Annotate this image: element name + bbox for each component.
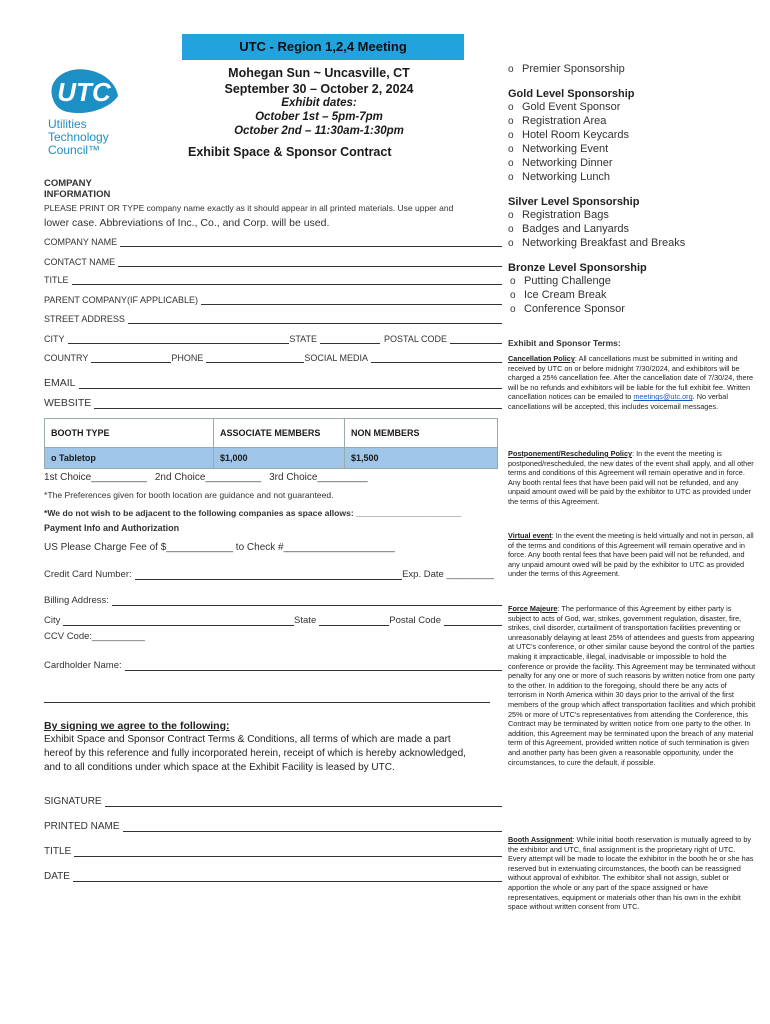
booth-assignment-policy bbox=[508, 835, 756, 912]
agreement-heading: By signing we agree to the following: bbox=[44, 720, 230, 732]
bronze-heading: Bronze Level Sponsorship bbox=[508, 262, 647, 274]
street-address-field[interactable] bbox=[44, 310, 502, 324]
agreement-text bbox=[44, 733, 504, 775]
checkbox-bullet[interactable]: o bbox=[508, 238, 514, 249]
booth-choices[interactable] bbox=[44, 472, 368, 483]
second-choice[interactable]: 2nd Choice__________ bbox=[154, 472, 262, 483]
country-label: COUNTRY bbox=[44, 353, 89, 363]
svg-text:Utilities: Utilities bbox=[48, 117, 87, 131]
meeting-banner: UTC - Region 1,2,4 Meeting bbox=[182, 34, 464, 60]
phone-label: PHONE bbox=[171, 353, 204, 363]
checkbox-bullet[interactable]: o bbox=[508, 158, 514, 169]
first-choice[interactable]: 1st Choice__________ bbox=[44, 472, 147, 483]
gold-heading: Gold Level Sponsorship bbox=[508, 88, 635, 100]
virtual-event-body: : In the event the meeting is held virtually and not in person, all of the terms and conditions of this Agreement will remain operative and in force. Any booth rental fees that have been paid will not be refunded, and any unpaid amount owed will be paid by the exhibitor to UTC as provided under the terms of this Agreement. bbox=[508, 531, 754, 579]
booth-table bbox=[44, 418, 498, 469]
venue: Mohegan Sun ~ Uncasville, CT bbox=[228, 66, 410, 80]
email-label: EMAIL bbox=[44, 377, 76, 389]
signature-label: SIGNATURE bbox=[44, 796, 102, 807]
silver-label: Badges and Lanyards bbox=[522, 223, 630, 235]
gold-option[interactable] bbox=[508, 114, 756, 128]
non-members-header: NON MEMBERS bbox=[351, 428, 420, 438]
social-media-label: SOCIAL MEDIA bbox=[304, 353, 369, 363]
force-majeure-title: Force Majeure bbox=[508, 604, 558, 613]
website-label: WEBSITE bbox=[44, 397, 92, 409]
checkbox-bullet[interactable]: o bbox=[508, 116, 514, 127]
street-address-label: STREET ADDRESS bbox=[44, 314, 125, 324]
website-field[interactable] bbox=[44, 395, 502, 409]
instructions-line1: PLEASE PRINT OR TYPE company name exactly as it should appear in all printed materials. Use upper and bbox=[44, 203, 454, 213]
checkbox-bullet[interactable]: o bbox=[510, 304, 516, 315]
gold-label: Networking Lunch bbox=[522, 171, 611, 183]
date-label: DATE bbox=[44, 871, 70, 882]
gold-label: Gold Event Sponsor bbox=[522, 101, 621, 113]
sponsorship-panel bbox=[508, 62, 756, 316]
booth-assignment-body: : While initial booth reservation is mutually agreed to by the exhibitor and UTC, final assignment is the proprietary right of UTC. Every attempt will be made to locate the exhibitor in the booth he or she has reserved but in extenuating circumstances, the booth can be reassigned without approval of exhibitor. The exhibitor shall not assign, sublet or apportion the whole or any part of the space assigned or have representatives, equipment or materials other than his own in the exhibit space without written consent from UTC. bbox=[508, 835, 754, 912]
billing-city-label: City bbox=[44, 615, 61, 626]
checkbox-bullet[interactable]: o bbox=[510, 290, 516, 301]
gold-label: Hotel Room Keycards bbox=[522, 129, 629, 141]
agreement-line2: hereof by this reference and fully incorporated herein, receipt of which is hereby acknowledged, bbox=[44, 748, 466, 759]
silver-heading: Silver Level Sponsorship bbox=[508, 196, 640, 208]
gold-option[interactable] bbox=[508, 156, 756, 170]
contract-title: Exhibit Space & Sponsor Contract bbox=[188, 145, 392, 159]
signer-title-label: TITLE bbox=[44, 846, 72, 857]
silver-option[interactable] bbox=[508, 236, 756, 250]
silver-option[interactable] bbox=[508, 222, 756, 236]
booth-assignment-title: Booth Assignment bbox=[508, 835, 573, 844]
title-label: TITLE bbox=[44, 275, 69, 285]
checkbox-bullet[interactable]: o bbox=[508, 224, 514, 235]
payment-heading: Payment Info and Authorization bbox=[44, 523, 180, 533]
cancellation-tail: . No verbal cancellations will be accepted, this includes voicemail messages. bbox=[508, 392, 728, 411]
postponement-policy bbox=[508, 449, 756, 507]
silver-label: Networking Breakfast and Breaks bbox=[522, 237, 686, 249]
checkbox-bullet[interactable]: o bbox=[508, 144, 514, 155]
force-majeure-body: : The performance of this Agreement by either party is subject to acts of God, war, strikes, government regulation, disaster, fire, strikes, civil disorder, curtailment of transportation facilities preventing or unreasonably delaying at least 25% of attendees and guests from appearing at UTC's conference, or other similar cause beyond the control of the parties making it impracticable, illegal, inadvisable or impossible to hold the conference or provide the facility. This Agreement may be terminated without penalty for any one or more of such reasons by written notice from one party to the other. In addition to the foregoing, should there be any acts of terrorism in North America within 30 days prior to the arrival of the first members of the group which affect transportation facilities and which prohibit 25% or more of UTC's representatives from attending the Conference, this Contract may be terminated by written notice from one party to the other. In addition, this Agreement may be terminated upon the breach of any material term of this Agreement, provided written notice of such termination is given and another party has been given a reasonable opportunity, under the circumstances, to cure the default, if possible. bbox=[508, 604, 756, 767]
booth-table-row[interactable] bbox=[45, 447, 497, 468]
adjacent-field[interactable]: *We do not wish to be adjacent to the following companies as space allows: ______________________ bbox=[44, 508, 462, 518]
silver-option[interactable] bbox=[508, 208, 756, 222]
checkbox-bullet[interactable]: o bbox=[508, 64, 514, 75]
booth-table-header bbox=[45, 419, 497, 447]
checkbox-bullet[interactable]: o bbox=[510, 276, 516, 287]
meetings-email-link[interactable]: meetings@utc.org bbox=[633, 392, 693, 402]
postponement-body: : In the event the meeting is postponed/rescheduled, the new dates of the event shall apply, and all other terms and conditions of this Agreement will remain operative and in force. Any booth rental fees that have been paid will not be refunded, and any unpaid amount owed will be paid by the exhibitor to UTC as provided under the terms of this Agreement. bbox=[508, 449, 754, 506]
agreement-line3: and to all conditions under which space at the Exhibit Facility is leased by UTC. bbox=[44, 762, 395, 773]
company-heading-line2: INFORMATION bbox=[44, 189, 111, 200]
non-member-price: $1,500 bbox=[351, 453, 379, 463]
company-heading-line1: COMPANY bbox=[44, 178, 92, 189]
gold-option[interactable] bbox=[508, 170, 756, 184]
signer-title-field[interactable] bbox=[44, 843, 502, 857]
terms-heading: Exhibit and Sponsor Terms: bbox=[508, 338, 621, 348]
charge-fee-field[interactable]: US Please Charge Fee of $____________ to Check #____________________ bbox=[44, 542, 395, 553]
cardholder-label: Cardholder Name: bbox=[44, 660, 122, 671]
city-label: CITY bbox=[44, 334, 65, 344]
virtual-event-title: Virtual event bbox=[508, 531, 552, 540]
cancellation-body: : All cancellations must be submitted in writing and received by UTC on or before midnight 7/30/2024, and exhibitors will be charged a 25% cancellation fee. After the cancellation date of 7/30/24, there will be no refunds and exhibitors will be liable for the full exhibit fee. Written cancellation notices can be emailed to bbox=[508, 354, 754, 402]
gold-option[interactable] bbox=[508, 128, 756, 142]
utc-logo bbox=[46, 68, 126, 165]
gold-label: Registration Area bbox=[522, 115, 607, 127]
exhibit-date-2: October 2nd – 11:30am-1:30pm bbox=[234, 125, 404, 137]
printed-name-field[interactable] bbox=[44, 818, 502, 832]
tabletop-option[interactable]: o Tabletop bbox=[45, 448, 214, 468]
billing-address-field[interactable] bbox=[44, 592, 502, 606]
signature-field[interactable] bbox=[44, 793, 502, 807]
third-choice[interactable]: 3rd Choice_________ bbox=[269, 472, 368, 483]
silver-label: Registration Bags bbox=[522, 209, 609, 221]
associate-members-header: ASSOCIATE MEMBERS bbox=[214, 419, 345, 447]
city-state-postal-field[interactable] bbox=[44, 330, 502, 344]
instructions-line2: lower case. Abbreviations of Inc., Co., and Corp. will be used. bbox=[44, 217, 330, 229]
utc-logo-mark bbox=[46, 68, 126, 160]
contact-name-label: CONTACT NAME bbox=[44, 257, 116, 267]
billing-state-label: State bbox=[294, 615, 317, 626]
cardholder-field[interactable] bbox=[44, 657, 502, 671]
gold-label: Networking Dinner bbox=[522, 157, 613, 169]
svg-text:UTC: UTC bbox=[57, 77, 111, 107]
parent-company-label: PARENT COMPANY(IF APPLICABLE) bbox=[44, 295, 199, 305]
checkbox-bullet[interactable]: o bbox=[508, 102, 514, 113]
gold-label: Networking Event bbox=[522, 143, 609, 155]
credit-card-field[interactable] bbox=[44, 566, 494, 580]
email-field[interactable] bbox=[44, 375, 502, 389]
cancellation-policy bbox=[508, 354, 756, 412]
billing-address-label: Billing Address: bbox=[44, 595, 109, 606]
company-info-heading bbox=[44, 178, 110, 200]
event-dates: September 30 – October 2, 2024 bbox=[224, 82, 414, 96]
agreement-line1: Exhibit Space and Sponsor Contract Terms & Conditions, all terms of which are made a part bbox=[44, 734, 451, 745]
premier-sponsorship-option[interactable] bbox=[508, 62, 756, 76]
gold-option[interactable] bbox=[508, 100, 756, 114]
billing-city-state-postal[interactable] bbox=[44, 612, 502, 626]
svg-text:Council™: Council™ bbox=[48, 143, 101, 157]
preference-note: *The Preferences given for booth location are guidance and not guaranteed. bbox=[44, 490, 334, 500]
blank-line bbox=[44, 702, 490, 703]
bronze-option[interactable] bbox=[508, 288, 756, 302]
exhibit-dates-label: Exhibit dates: bbox=[281, 97, 357, 109]
ccv-field[interactable]: CCV Code:__________ bbox=[44, 631, 145, 642]
state-label: STATE bbox=[289, 334, 317, 344]
svg-text:Technology: Technology bbox=[48, 130, 109, 144]
checkbox-bullet[interactable]: o bbox=[508, 172, 514, 183]
checkbox-bullet[interactable]: o bbox=[508, 130, 514, 141]
exhibit-date-1: October 1st – 5pm-7pm bbox=[255, 111, 383, 123]
title-field[interactable] bbox=[44, 271, 502, 285]
gold-option[interactable] bbox=[508, 142, 756, 156]
billing-postal-label: Postal Code bbox=[389, 615, 441, 626]
bronze-label: Putting Challenge bbox=[524, 275, 611, 287]
booth-type-header: BOOTH TYPE bbox=[45, 419, 214, 447]
virtual-event-policy bbox=[508, 531, 756, 579]
associate-price: $1,000 bbox=[214, 448, 345, 468]
bronze-option[interactable] bbox=[508, 302, 756, 316]
premier-label: Premier Sponsorship bbox=[522, 63, 625, 75]
date-field[interactable] bbox=[44, 868, 502, 882]
contact-name-field[interactable] bbox=[44, 253, 502, 267]
country-phone-social-field[interactable] bbox=[44, 349, 502, 363]
company-name-label: COMPANY NAME bbox=[44, 237, 118, 247]
bronze-option[interactable] bbox=[508, 274, 756, 288]
force-majeure-policy bbox=[508, 604, 756, 767]
postponement-title: Postponement/Rescheduling Policy bbox=[508, 449, 633, 458]
cancellation-title: Cancellation Policy bbox=[508, 354, 575, 363]
exp-date-field[interactable]: Exp. Date _________ bbox=[402, 569, 494, 580]
company-name-field[interactable] bbox=[44, 233, 502, 247]
postal-code-label: POSTAL CODE bbox=[383, 334, 447, 344]
parent-company-field[interactable] bbox=[44, 291, 502, 305]
bronze-label: Ice Cream Break bbox=[524, 289, 607, 301]
credit-card-label: Credit Card Number: bbox=[44, 569, 132, 580]
printed-name-label: PRINTED NAME bbox=[44, 821, 120, 832]
checkbox-bullet[interactable]: o bbox=[508, 210, 514, 221]
bronze-label: Conference Sponsor bbox=[524, 303, 625, 315]
